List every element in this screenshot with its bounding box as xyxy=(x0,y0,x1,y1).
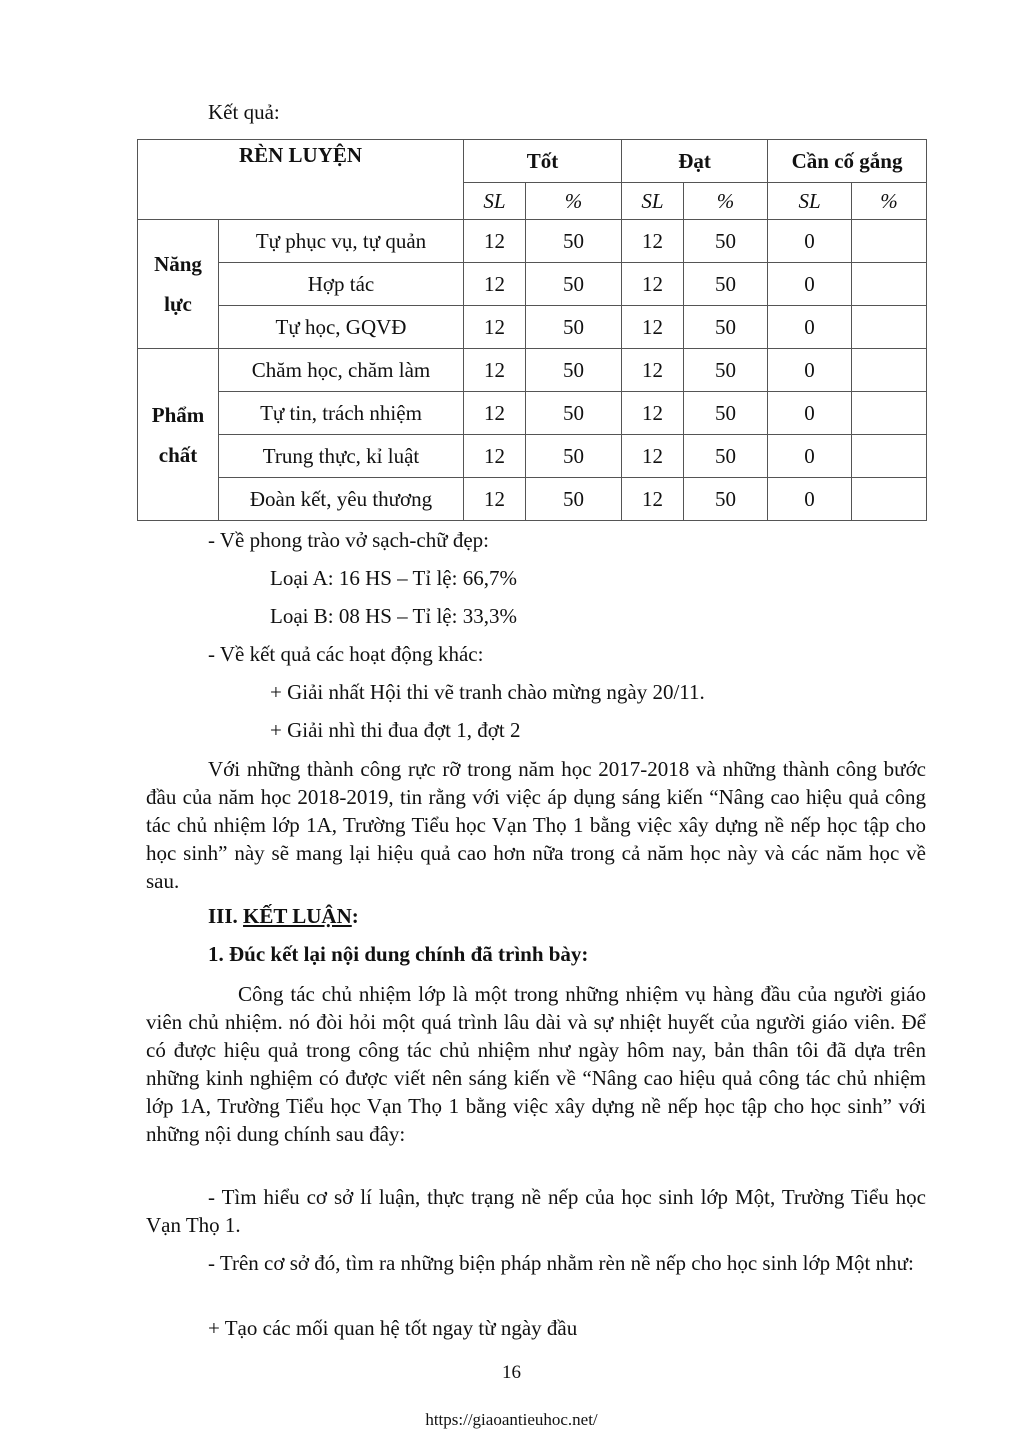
cell: 50 xyxy=(526,220,622,263)
group-label-line: lực xyxy=(164,292,192,316)
cell xyxy=(852,478,927,521)
subheader-cell: % xyxy=(684,183,768,220)
cell: 50 xyxy=(684,478,768,521)
paragraph-point-3: + Tạo các mối quan hệ tốt ngay từ ngày đầu xyxy=(208,1316,578,1340)
cell: 12 xyxy=(464,392,526,435)
header-effort: Cần cố gắng xyxy=(768,140,927,183)
row-name: Tự phục vụ, tự quản xyxy=(219,220,464,263)
section-colon: : xyxy=(351,904,359,928)
award-line: + Giải nhì thi đua đợt 1, đợt 2 xyxy=(270,718,521,742)
cell: 50 xyxy=(526,263,622,306)
cell: 50 xyxy=(684,392,768,435)
result-label: Kết quả: xyxy=(208,100,280,124)
cell: 0 xyxy=(768,220,852,263)
subheader-cell: % xyxy=(852,183,927,220)
paragraph-point-1: - Tìm hiểu cơ sở lí luận, thực trạng nề nếp của học sinh lớp Một, Trường Tiểu học Vạn Thọ 1. xyxy=(146,1185,926,1237)
cell: 0 xyxy=(768,306,852,349)
cell xyxy=(852,220,927,263)
cell xyxy=(852,263,927,306)
table-row xyxy=(138,220,927,263)
paragraph-point-2: - Trên cơ sở đó, tìm ra những biện pháp nhằm rèn nề nếp cho học sinh lớp Một như: xyxy=(208,1251,914,1275)
cell: 50 xyxy=(684,306,768,349)
paragraph-success: Với những thành công rực rỡ trong năm học 2017-2018 và những thành công bước đầu của năm học 2018-2019, tin rằng với việc áp dụng sáng kiến “Nâng cao hiệu quả công tác chủ nhiệm lớp 1A, Trường Tiểu học Vạn Thọ 1 bằng việc xây dựng nề nếp học tập cho học sinh” này sẽ mang lại hiệu quả cao hơn nữa trong cả năm học này và các năm học về sau. xyxy=(146,757,926,893)
cell: 12 xyxy=(464,478,526,521)
row-name: Tự học, GQVĐ xyxy=(219,306,464,349)
cell: 12 xyxy=(622,349,684,392)
type-b-line: Loại B: 08 HS – Tỉ lệ: 33,3% xyxy=(270,604,517,628)
type-a-line: Loại A: 16 HS – Tỉ lệ: 66,7% xyxy=(270,566,517,590)
page-number: 16 xyxy=(502,1362,521,1383)
table-row xyxy=(138,435,927,478)
subsection-heading: 1. Đúc kết lại nội dung chính đã trình bày: xyxy=(208,942,589,966)
header-pass: Đạt xyxy=(622,140,768,183)
subheader-cell: SL xyxy=(768,183,852,220)
cell: 50 xyxy=(526,349,622,392)
cell: 50 xyxy=(526,392,622,435)
cell: 50 xyxy=(526,435,622,478)
cell: 12 xyxy=(464,263,526,306)
section-number: III. xyxy=(208,904,244,928)
table-row xyxy=(138,306,927,349)
cell: 12 xyxy=(622,435,684,478)
cell: 50 xyxy=(684,220,768,263)
table-row xyxy=(138,349,927,392)
cell: 0 xyxy=(768,478,852,521)
row-name: Trung thực, kỉ luật xyxy=(219,435,464,478)
cell: 12 xyxy=(464,220,526,263)
cell: 50 xyxy=(526,306,622,349)
header-training: RÈN LUYỆN xyxy=(138,140,464,220)
cell: 12 xyxy=(622,392,684,435)
subheader-cell: SL xyxy=(464,183,526,220)
cell: 12 xyxy=(622,478,684,521)
table-row xyxy=(138,392,927,435)
cell xyxy=(852,435,927,478)
cell xyxy=(852,349,927,392)
group-label-line: chất xyxy=(158,442,198,467)
table-row xyxy=(138,263,927,306)
footer-url[interactable]: https://giaoantieuhoc.net/ xyxy=(425,1410,598,1429)
cell: 50 xyxy=(684,263,768,306)
cell xyxy=(852,392,927,435)
other-activities-line: - Về kết quả các hoạt động khác: xyxy=(208,642,484,666)
cell: 50 xyxy=(684,435,768,478)
group-label-line: Phẩm xyxy=(151,402,205,427)
group-label-competence xyxy=(138,220,219,349)
subheader-cell: % xyxy=(526,183,622,220)
group-label-quality xyxy=(138,349,219,521)
cell: 12 xyxy=(464,435,526,478)
cell: 12 xyxy=(622,306,684,349)
cell: 50 xyxy=(526,478,622,521)
cell: 50 xyxy=(684,349,768,392)
notebook-line: - Về phong trào vở sạch-chữ đẹp: xyxy=(208,528,490,552)
row-name: Tự tin, trách nhiệm xyxy=(219,392,464,435)
cell: 0 xyxy=(768,392,852,435)
row-name: Hợp tác xyxy=(219,263,464,306)
cell: 0 xyxy=(768,263,852,306)
cell: 12 xyxy=(622,263,684,306)
cell: 0 xyxy=(768,435,852,478)
cell: 12 xyxy=(464,349,526,392)
row-name: Chăm học, chăm làm xyxy=(219,349,464,392)
cell: 12 xyxy=(622,220,684,263)
section-title: KẾT LUẬN xyxy=(243,904,352,928)
header-good: Tốt xyxy=(464,140,622,183)
cell: 0 xyxy=(768,349,852,392)
row-name: Đoàn kết, yêu thương xyxy=(219,478,464,521)
results-table xyxy=(137,139,927,521)
subheader-cell: SL xyxy=(622,183,684,220)
group-label-line: Năng xyxy=(154,252,202,276)
section-heading xyxy=(208,904,359,929)
cell xyxy=(852,306,927,349)
award-line: + Giải nhất Hội thi vẽ tranh chào mừng ngày 20/11. xyxy=(270,680,705,704)
cell: 12 xyxy=(464,306,526,349)
paragraph-summary: Công tác chủ nhiệm lớp là một trong những nhiệm vụ hàng đầu của người giáo viên chủ nhiệm. nó đòi hỏi một quá trình lâu dài và sự nhiệt huyết của người giáo viên. Để có được hiệu quả trong công tác chủ nhiệm như ngày hôm nay, bản thân tôi đã dựa trên những kinh nghiệm có được viết nên sáng kiến về “Nâng cao hiệu quả công tác chủ nhiệm lớp 1A, Trường Tiểu học Vạn Thọ 1 bằng việc xây dựng nề nếp học tập cho học sinh” với những nội dung chính sau đây: xyxy=(146,982,926,1146)
table-row xyxy=(138,478,927,521)
